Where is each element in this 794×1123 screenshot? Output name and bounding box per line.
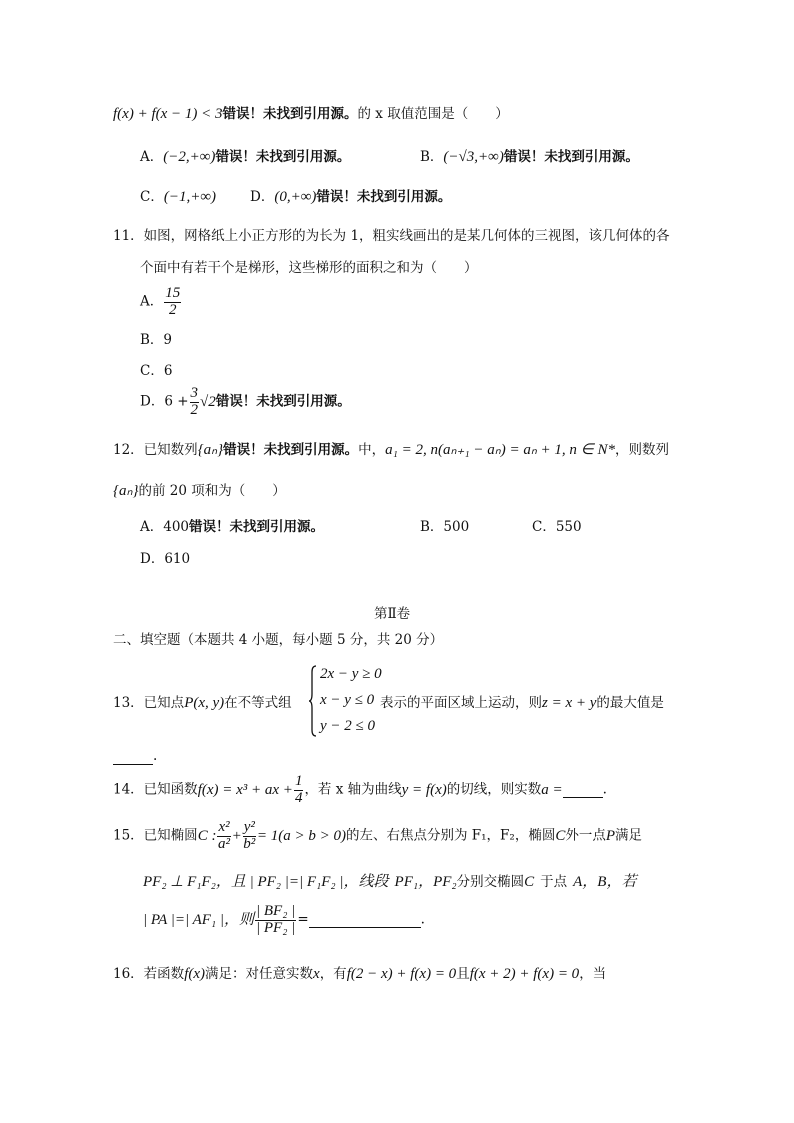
q13-mid: 在不等式组: [224, 695, 292, 711]
denominator: 4: [294, 789, 303, 806]
q16-tail: ，当: [579, 966, 607, 982]
q11-option-a: [140, 286, 182, 319]
fraction: [190, 386, 200, 419]
period: .: [420, 911, 425, 928]
points: A，B，若: [573, 874, 637, 890]
denominator: | PF₂ |: [256, 919, 296, 936]
denominator: 2: [169, 301, 177, 318]
option-math: (0,+∞): [274, 189, 317, 205]
q16-lead: 16．若函数: [113, 966, 185, 982]
option-label: A．: [140, 149, 164, 165]
q15-mid2: 于点: [540, 874, 568, 890]
error-ref: 错误！未找到引用源。: [503, 149, 639, 165]
numerator: y²: [243, 819, 255, 835]
error-ref: 错误！未找到引用源。: [215, 393, 351, 410]
volume-title: 第Ⅱ卷: [374, 606, 411, 622]
equation-rhs: = 1(a > b > 0): [256, 827, 346, 844]
q12-tail: ，则数列: [615, 442, 669, 458]
equals-sign: =: [297, 911, 309, 928]
option-math: (−√3,+∞): [443, 149, 504, 165]
q15-tail1: 的左、右焦点分别为 F₁，F₂，椭圆: [345, 827, 556, 844]
fraction: [243, 820, 256, 853]
q13-answer-line: [113, 750, 157, 765]
function-symbol: f(x): [184, 966, 206, 982]
error-ref: 错误！未找到引用源。: [223, 442, 359, 458]
ellipse-symbol: C: [555, 827, 566, 844]
numerator: x²: [218, 819, 230, 835]
q10-stem-tail: 的 x 取值范围是（ ）: [357, 106, 509, 122]
condition-1: f(2 − x) + f(x) = 0: [346, 966, 457, 982]
q13-line: [113, 696, 292, 711]
option-label: D．: [250, 189, 275, 205]
q15-tail3: 满足: [615, 827, 643, 844]
q12-option-b: B．500: [420, 519, 470, 535]
plus-sign: +: [231, 827, 242, 844]
option-label: B．: [420, 149, 444, 165]
q10-option-d: [250, 190, 451, 205]
q11-option-d: [140, 386, 351, 419]
sequence-symbol: {aₙ}: [197, 442, 224, 458]
q14-line: [113, 774, 607, 807]
condition-2: f(x + 2) + f(x) = 0: [469, 966, 580, 982]
option-math: (−2,+∞): [163, 149, 216, 165]
q15-line-1: [113, 820, 642, 853]
q13-line-tail: [380, 696, 664, 711]
inequality-system: [308, 664, 388, 738]
q11-line-1: 11．如图，网格纸上小正方形的为长为 1，粗实线画出的是某几何体的三视图，该几何体的各: [113, 228, 670, 244]
q10-option-a: [140, 150, 350, 165]
error-ref: 错误！未找到引用源。: [316, 189, 452, 205]
q16-mid: 满足：对任意实数: [205, 966, 314, 982]
q15-condition: PF₂ ⊥ F₁F₂，且 | PF₂ |=| F₁F₂ |，线段: [143, 874, 389, 890]
inequality-2: x − y ≤ 0: [320, 692, 375, 708]
period: .: [153, 748, 158, 764]
function-expr: f(x) = x³ + ax +: [197, 781, 293, 798]
denominator: a²: [218, 835, 231, 852]
answer-blank[interactable]: [563, 783, 603, 798]
q16-mid2: ，有: [319, 966, 347, 982]
q16-line: [113, 967, 606, 982]
q10-option-b: [420, 150, 639, 165]
option-label: C．: [140, 189, 164, 205]
q13-tail2: 的最大值是: [596, 695, 664, 711]
q15-lead: 15．已知椭圆: [113, 827, 198, 844]
q10-option-c: [140, 190, 216, 205]
q15-condition-2: | PA |=| AF₁ |，则: [143, 911, 255, 928]
q11-option-c: C．6: [140, 363, 173, 379]
option-label: A．: [140, 293, 164, 310]
option-math: 6 +: [164, 393, 189, 410]
numerator: 3: [190, 385, 199, 401]
fraction: [217, 820, 230, 853]
period: .: [602, 781, 607, 798]
left-brace-icon: [308, 664, 318, 738]
curve-expr: y = f(x): [401, 781, 447, 798]
q14-tail: 的切线，则实数: [446, 781, 542, 798]
q13-lead: 13．已知点: [113, 695, 185, 711]
point-symbol: P(x, y): [184, 695, 225, 711]
option-math: (−1,+∞): [163, 189, 217, 205]
option-label: D．: [140, 393, 165, 410]
numerator: 1: [294, 773, 303, 789]
error-ref: 错误！未找到引用源。: [222, 106, 358, 122]
q12-option-a: [140, 521, 324, 535]
q12-mid: 中，: [358, 442, 386, 458]
answer-blank[interactable]: [309, 913, 421, 928]
fraction: [294, 774, 304, 807]
fraction: [255, 904, 296, 937]
fraction: [164, 286, 181, 319]
q10-stem: [113, 107, 509, 122]
inequality-1: 2x − y ≥ 0: [320, 666, 382, 682]
q15-tail2: 外一点: [565, 827, 606, 844]
param-a: a =: [541, 781, 563, 798]
inequality-3: y − 2 ≤ 0: [320, 718, 376, 734]
q13-tail1: 表示的平面区域上运动，则: [380, 695, 542, 711]
q15-line-3: [143, 904, 425, 937]
option-text: A．400: [140, 519, 190, 535]
ellipse-symbol: C :: [197, 827, 217, 844]
objective-function: z = x + y: [542, 695, 597, 711]
q11-option-b: B．9: [140, 332, 173, 348]
point-symbol: P: [605, 827, 616, 844]
q12-option-c: C．550: [532, 519, 582, 535]
segments: PF₁，PF₂: [394, 874, 457, 890]
q14-lead: 14．已知函数: [113, 781, 198, 798]
sequence-symbol: {aₙ}: [113, 483, 139, 499]
answer-blank[interactable]: [113, 750, 153, 765]
q12-condition: a₁ = 2, n(aₙ₊₁ − aₙ) = aₙ + 1, n ∈ N*: [385, 442, 615, 458]
q15-line-2: [143, 875, 636, 890]
error-ref: 错误！未找到引用源。: [189, 519, 325, 535]
option-math: √2: [200, 393, 216, 410]
q12-line2-tail: 的前 20 项和为（ ）: [138, 483, 286, 499]
error-ref: 错误！未找到引用源。: [215, 149, 351, 165]
q11-line-2: 个面中有若干个是梯形，这些梯形的面积之和为（ ）: [140, 260, 478, 276]
numerator: 15: [165, 285, 181, 301]
q15-mid: 分别交椭圆: [456, 874, 525, 890]
q12-line-1: [113, 443, 669, 458]
denominator: b²: [243, 835, 256, 852]
q10-stem-math: f(x) + f(x − 1) < 3: [113, 106, 223, 122]
q12-lead: 12．已知数列: [113, 442, 198, 458]
numerator: | BF₂ |: [256, 903, 296, 919]
section-title: 二、填空题（本题共 4 小题，每小题 5 分，共 20 分）: [113, 632, 444, 648]
q12-line-2: [113, 484, 286, 499]
q14-mid: ，若 x 轴为曲线: [304, 781, 402, 798]
variable-x: x: [313, 966, 320, 982]
denominator: 2: [190, 401, 199, 418]
and-word: 且: [456, 966, 470, 982]
ellipse-symbol: C: [524, 874, 535, 890]
q12-option-d: D．610: [140, 551, 191, 567]
